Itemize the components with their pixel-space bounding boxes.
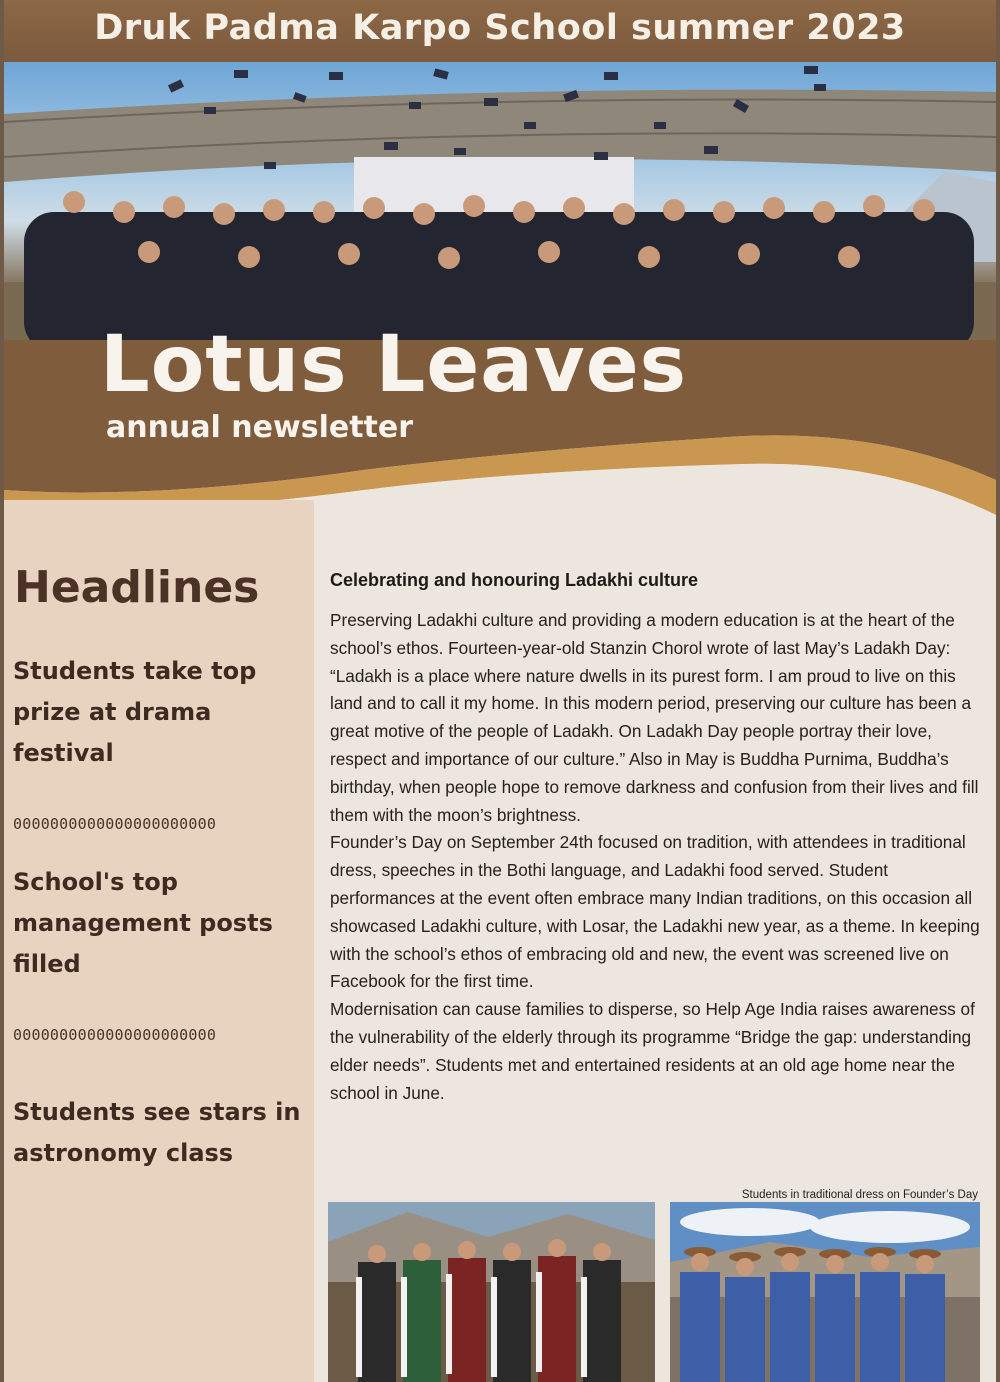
headline-item: Students see stars in astronomy class: [13, 1098, 301, 1167]
headline-item: Students take top prize at drama festival: [13, 657, 257, 767]
newsletter-subtitle: annual newsletter: [106, 410, 414, 445]
newsletter-title: Lotus Leaves: [100, 320, 688, 410]
culture-article: [330, 570, 985, 1107]
school-title: Druk Padma Karpo School summer 2023: [94, 8, 906, 48]
headline-divider: 0000000000000000000000: [13, 1026, 217, 1044]
article-paragraph: Modernisation can cause families to disperse, so Help Age India raises awareness of the vulnerability of the elderly through its programme “Bridge the gap: understanding elder needs”. Students met and entertained residents at an old age home near the school in June.: [330, 999, 975, 1103]
headline-divider: 0000000000000000000000: [13, 815, 217, 833]
article-paragraph: Preserving Ladakhi culture and providing a modern education is at the heart of the school’s ethos. Fourteen-year-old Stanzin Chorol wrote of last May’s Ladakh Day: “Ladakh is a place where nature dwells in its purest form. I am proud to live on this land and to call it my home. In this modern period, preserving our culture has been a great motive of the people of Ladakh. On Ladakh Day people portray their love, respect and importance of our culture.” Also in May is Buddha Purnima, Buddha’s birthday, when people hope to remove darkness and confusion from their lives and fill them with the moon’s brightness.: [330, 610, 979, 825]
newsletter-page: [4, 0, 996, 1382]
graduation-photo: [4, 62, 996, 352]
headline-item: School's top management posts filled: [13, 868, 273, 978]
traditional-dress-photo-right: [670, 1202, 980, 1382]
traditional-dress-photo-left: [328, 1202, 655, 1382]
photo-caption: Students in traditional dress on Founder’s Day: [741, 1189, 978, 1201]
header-band: [4, 0, 996, 62]
article-paragraph: Founder’s Day on September 24th focused on tradition, with attendees in traditional dress, speeches in the Bothi language, and Ladakhi food served. Student performances at the event often embrace many Indian traditions, on this occasion all showcased Ladakhi culture, with Losar, the Ladakhi new year, as a theme. In keeping with the school’s ethos of embracing old and new, the event was screened live on Facebook for the first time.: [330, 832, 980, 992]
headlines-heading: Headlines: [14, 562, 260, 613]
article-heading: Celebrating and honouring Ladakhi culture: [330, 570, 699, 590]
